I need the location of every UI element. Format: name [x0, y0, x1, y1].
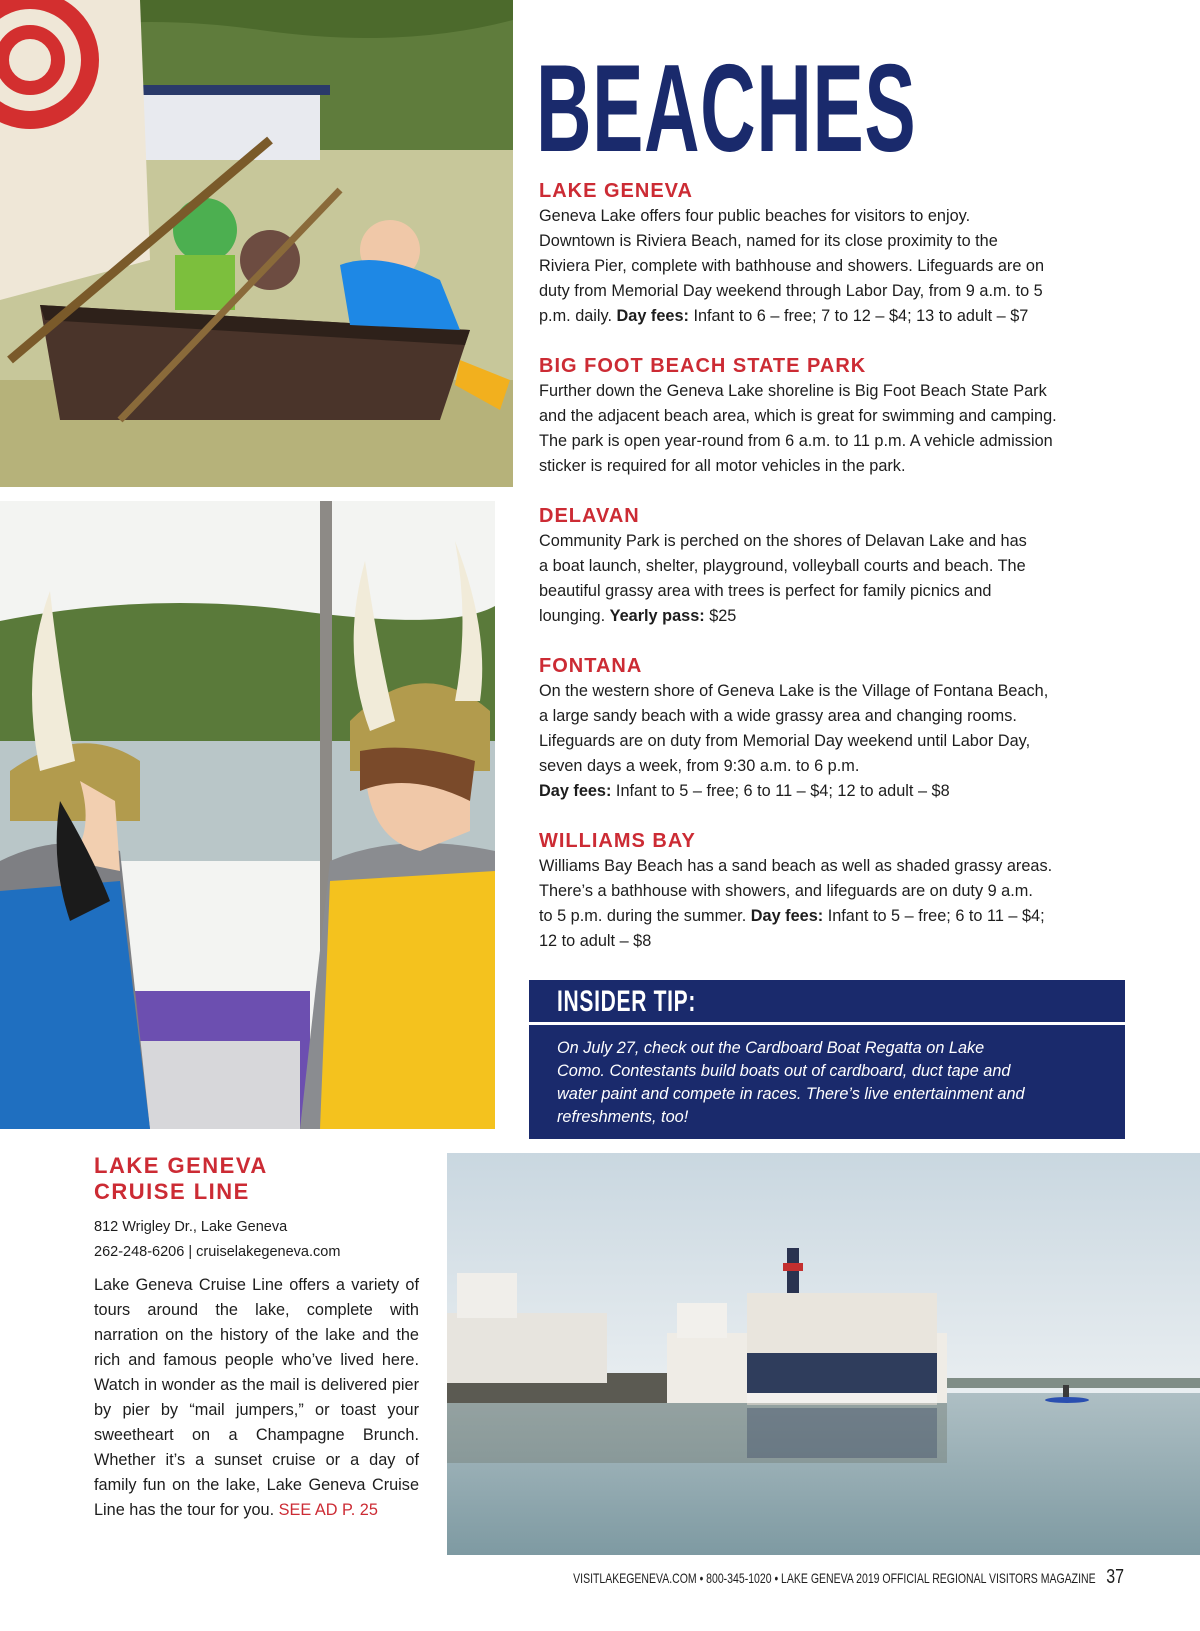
- beach-heading: LAKE GENEVA: [539, 180, 693, 202]
- cruise-line-address: 812 Wrigley Dr., Lake Geneva: [94, 1219, 288, 1235]
- fee-label: Day fees:: [616, 307, 689, 325]
- beach-heading: BIG FOOT BEACH STATE PARK: [539, 355, 867, 377]
- viking-helmet-kids-photo: [0, 501, 495, 1129]
- beach-description: Community Park is perched on the shores of Delavan Lake and has a boat launch, shelter, playground, volleyball courts and beach. The beautiful grassy area with trees is perfect for family picnics and lounging. Yearly pass: $25: [539, 532, 1027, 625]
- footer-credits: VISITLAKEGENEVA.COM • 800-345-1020 • LAKE GENEVA 2019 OFFICIAL REGIONAL VISITORS MAGAZINE: [573, 1570, 1096, 1586]
- beach-heading: DELAVAN: [539, 505, 640, 527]
- beach-description: Williams Bay Beach has a sand beach as well as shaded grassy areas. There’s a bathhouse with showers, and lifeguards are on duty 9 a.m. to 5 p.m. during the summer. Day fees: Infant to 5 – free; 6 to 11 – $4; 12 to adult – $8: [539, 857, 1053, 950]
- beach-section-williams-bay: [539, 828, 1129, 954]
- fee-label: Day fees:: [539, 782, 612, 800]
- see-ad-link: SEE AD P. 25: [278, 1501, 378, 1519]
- beach-section-big-foot: [539, 353, 1129, 479]
- cardboard-boat-regatta-photo: [0, 0, 513, 487]
- fee-label: Yearly pass:: [609, 607, 705, 625]
- page-number: 37: [1105, 1566, 1124, 1588]
- beach-heading: FONTANA: [539, 655, 643, 677]
- insider-tip-header: [529, 980, 1125, 1025]
- beach-description: Further down the Geneva Lake shoreline is Big Foot Beach State Park and the adjacent beach area, which is great for swimming and camping. The park is open year-round from 6 a.m. to 11 p.m. A vehicle admission sticker is required for all motor vehicles in the park.: [539, 382, 1057, 475]
- insider-tip-box: [529, 980, 1125, 1139]
- beach-description: Geneva Lake offers four public beaches for visitors to enjoy. Downtown is Riviera Beach, named for its close proximity to the Riviera Pier, complete with bathhouse and showers. Lifeguards are on duty from Memorial Day weekend through Labor Day, from 9 a.m. to 5 p.m. daily. Day fees: Infant to 6 – free; 7 to 12 – $4; 13 to adult – $7: [539, 207, 1045, 325]
- beach-description: On the western shore of Geneva Lake is the Village of Fontana Beach, a large sandy beach with a wide grassy area and changing rooms. Lifeguards are on duty from Memorial Day weekend until Labor Day, seven days a week, from 9:30 a.m. to 6 p.m. Day fees: Infant to 5 – free; 6 to 11 – $4; 12 to adult – $8: [539, 682, 1049, 800]
- cruise-boats-photo: [447, 1153, 1200, 1555]
- beach-section-lake-geneva: [539, 178, 1129, 329]
- page-title: BEACHES: [536, 40, 917, 178]
- cruise-line-contact: [94, 1215, 419, 1265]
- cruise-line-description: Lake Geneva Cruise Line offers a variety of tours around the lake, complete with narration on the history of the lake and the rich and famous people who’ve lived here. Watch in wonder as the mail is delivered pier by pier by “mail jumpers,” or toast your sweetheart on a Champagne Brunch. Whether it’s a sunset cruise or a day of family fun on the lake, Lake Geneva Cruise Line has the tour for you. SEE AD P. 25: [94, 1276, 419, 1519]
- beach-heading: WILLIAMS BAY: [539, 830, 696, 852]
- page-footer: [399, 1566, 1126, 1590]
- beach-section-fontana: [539, 653, 1129, 804]
- cruise-line-phone-website: 262-248-6206 | cruiselakegeneva.com: [94, 1244, 341, 1260]
- insider-tip-text: On July 27, check out the Cardboard Boat Regatta on Lake Como. Contestants build boats out of cardboard, duct tape and water paint and compete in races. There’s live entertainment and refreshments, too!: [529, 1025, 1125, 1139]
- cruise-line-heading: LAKE GENEVA CRUISE LINE: [94, 1153, 268, 1204]
- cruise-line-section: [94, 1153, 419, 1523]
- insider-tip-heading: INSIDER TIP:: [557, 985, 697, 1018]
- beach-section-delavan: [539, 503, 1129, 629]
- fee-label: Day fees:: [750, 907, 824, 925]
